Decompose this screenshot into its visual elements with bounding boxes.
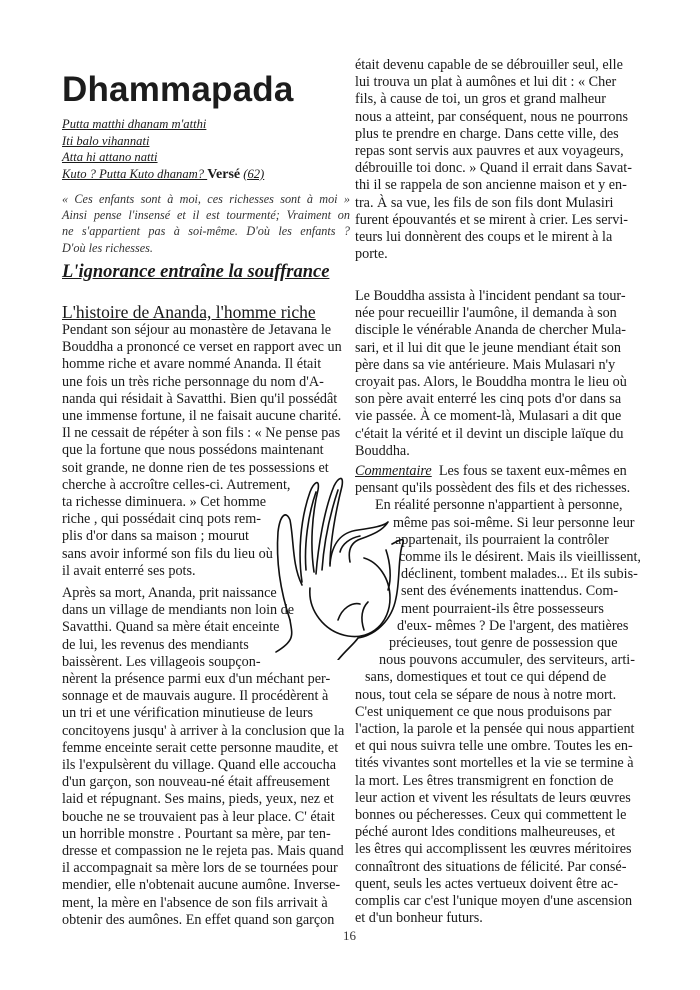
verse-label: Versé: [207, 166, 241, 182]
text-line: vie passée. À ce moment-là, Mulasari a dit que: [355, 408, 622, 425]
commentary-first-line: Les fous se taxent eux-mêmes en: [431, 463, 627, 479]
text-line: un horrible monstre . Pourtant sa mère, par ten-: [62, 825, 331, 842]
pali-verse: [62, 116, 352, 183]
text-line: Bouddha a prononcé ce verset en rapport avec un: [62, 339, 342, 356]
text-line: tités vivantes sont mortelles et la vie se termine à: [355, 755, 634, 772]
text-line: obtenir des aumônes. En effet quand son garçon: [62, 911, 335, 928]
quote-line: ne s'appartient pas à soi-même. D'où les enfants ?: [62, 224, 350, 239]
text-line: et qui nous suivra telle une ombre. Toutes les en-: [355, 738, 633, 755]
right-paragraph-2: [355, 288, 655, 460]
text-line: Il ne cessait de répéter à son fils : « Ne pense pas: [62, 425, 341, 442]
text-line: débrouille toi donc. » Quand il errait dans Savat-: [355, 160, 632, 177]
text-line: c'était la vérité et il devint un disciple laïque du: [355, 425, 624, 442]
text-line: était devenu capable de se débrouiller seul, elle: [355, 57, 623, 73]
text-line: En réalité personne n'appartient à personne,: [375, 497, 623, 514]
text-line: thi il se rappela de son ancienne maison et y en-: [355, 177, 627, 194]
text-line: dresse et compassion ne le rejeta pas. Mais quand: [62, 843, 344, 860]
pali-line: Putta matthi dhanam m'atthi: [62, 117, 207, 131]
text-line: il accompagnait sa mère lors de se tournées pour: [62, 860, 338, 877]
text-line: furent épouvantés et se mirent à crier. Les servi-: [355, 211, 628, 228]
text-line: comme ils le désirent. Mais ils vieillissent,: [399, 549, 641, 566]
text-line: sans avoir informé son fils du lieu où: [62, 545, 273, 562]
text-line: mendier, elle n'obtenait aucune aumône. Inverse-: [62, 877, 341, 894]
quote-line: Ainsi pense l'insensé et il est tourmenté; Vraiment on: [62, 208, 350, 223]
pali-line: Atta hi attano natti: [62, 150, 158, 165]
text-line: Pendant son séjour au monastère de Jetavana le: [62, 322, 332, 338]
right-paragraph-1: [355, 57, 655, 263]
text-line: repas sont servis aux pauvres et aux voyageurs,: [355, 143, 624, 160]
text-line: une immense fortune, il ne faisait aucune charité.: [62, 408, 342, 425]
text-line: d'un garçon, son nouveau-né était affreusement: [62, 774, 330, 791]
text-line: cherche à accroître celles-ci. Autrement,: [62, 476, 291, 493]
text-line: d'eux- mêmes ? De l'argent, des matières: [397, 617, 629, 634]
text-line: précieuses, tout genre de possession que: [389, 635, 618, 652]
mudra-hand-icon: [268, 470, 418, 660]
text-line: que la fortune que nous possédons maintenant: [62, 442, 324, 459]
page-number: 16: [343, 928, 356, 943]
text-line: soit grande, ne donne rien de tes possessions et: [62, 459, 329, 476]
text-line: quent, seuls les actes vertueux doivent être ac-: [355, 875, 619, 892]
text-line: lui trouva un plat à aumônes et lui dit : « Cher: [355, 74, 617, 91]
text-line: ment, la mère en l'absence de son fils arrivait à: [62, 894, 328, 911]
text-line: baissèrent. Les villageois soupçon-: [62, 653, 261, 670]
text-line: et d'un bonheur futurs.: [355, 910, 483, 927]
text-line: pensant qu'ils possèdent des fils et des richesses.: [355, 480, 631, 497]
text-line: sans, domestiques et tout ce qui dépend de: [365, 669, 607, 686]
text-line: connaîtront des situations de félicité. Par consé-: [355, 858, 627, 875]
text-line: ment pourraient-ils être possesseurs: [401, 600, 604, 617]
text-line: sari, et il lui dit que le jeune mendiant était son: [355, 339, 621, 356]
text-line: ils l'expulsèrent du village. Quand elle accoucha: [62, 757, 336, 774]
pali-line: Iti balo vihannati: [62, 133, 150, 148]
text-line: nanda qui résidait à Savatthi. Bien qu'il possédât: [62, 390, 338, 407]
text-line: bonnes ou pécheresses. Ceux qui commettent le: [355, 807, 627, 824]
text-line: teurs lui donnèrent des coups et le mirent à la: [355, 229, 613, 246]
text-line: disciple le vénérable Ananda de chercher Mula-: [355, 322, 627, 339]
text-line: C'est uniquement ce que nous produisons par: [355, 703, 612, 720]
text-line: complis car c'est l'unique moyen d'une ascension: [355, 893, 633, 910]
text-line: nous pouvons accumuler, des serviteurs, arti-: [379, 652, 635, 669]
text-line: Après sa mort, Ananda, prit naissance: [62, 585, 277, 601]
text-line: tra. À sa vue, les fils de son fils dont Mulasiri: [355, 194, 614, 211]
text-line: père dans sa vie antérieure. Mais Mulasari n'y: [355, 356, 616, 373]
text-line: croyait pas. Alors, le Bouddha montra le lieu où: [355, 374, 627, 391]
text-line: née pour recueillir l'aumône, il demanda à son: [355, 305, 617, 322]
text-line: ta richesse diminuera. » Cet homme: [62, 494, 267, 511]
text-line: une fois un très riche personnage du nom d'A-: [62, 373, 324, 390]
text-line: laid et répugnant. Ses mains, pieds, yeux, nez et: [62, 791, 334, 808]
text-line: l'action, la parole et la pensée qui nous appartient: [355, 721, 635, 738]
text-line: sonnage et de mauvais augure. Il procédèrent à: [62, 688, 329, 705]
text-line: homme riche et avare nommé Ananda. Il était: [62, 356, 322, 373]
commentary-label: Commentaire: [355, 463, 432, 479]
text-line: appartenait, ils pourraient la contrôler: [395, 531, 609, 548]
text-line: fils, à cause de toi, un gros et grand malheur: [355, 91, 606, 108]
text-line: nous a atteint, par conséquent, nous ne pourrons: [355, 108, 629, 125]
text-line: femme enceinte serait cette personne maudite, et: [62, 739, 339, 756]
text-line: Bouddha.: [355, 442, 410, 459]
text-line: les êtres qui accomplissent les œuvres méritoires: [355, 841, 632, 858]
text-line: riche , qui possédait cinq pots rem-: [62, 511, 261, 528]
text-line: péché auront ldes conditions malheureuses, et: [355, 824, 616, 841]
text-line: nous, tout cela se sépare de nous à notre mort.: [355, 686, 617, 703]
text-line: il avait enterré ses pots.: [62, 562, 196, 579]
text-line: son père avait enterré les cinq pots d'or dans sa: [355, 391, 622, 408]
text-line: Savatthi. Quand sa mère était enceinte: [62, 619, 280, 636]
pali-line: Kuto ? Putta Kuto dhanam?: [62, 166, 208, 181]
text-line: dans un village de mendiants non loin de: [62, 602, 295, 619]
story-heading: L'histoire de Ananda, l'homme riche: [62, 302, 316, 322]
text-line: plis d'or dans sa maison ; mourut: [62, 528, 249, 545]
text-line: sent des événements inattendus. Com-: [401, 583, 619, 600]
page-title: Dhammapada: [62, 70, 294, 109]
section-heading: L'ignorance entraîne la souffrance: [62, 262, 330, 282]
text-line: nèrent la présence parmi eux d'un méchant per-: [62, 671, 331, 688]
text-line: plus te prendre en charge. Dans cette ville, des: [355, 125, 619, 142]
text-line: déclinent, tombent malades... Et ils subis-: [401, 566, 638, 583]
text-line: concitoyens jusqu' à arriver à la conclusion que la: [62, 722, 345, 739]
text-line: leur action et vivent les résultats de leurs œuvres: [355, 789, 631, 806]
verse-translation: [62, 191, 350, 256]
text-line: un tri et une vérification minutieuse de leurs: [62, 705, 313, 722]
verse-number: (62): [243, 166, 265, 181]
text-line: Le Bouddha assista à l'incident pendant sa tour-: [355, 288, 626, 304]
text-line: bouche ne se trouvaient pas à leur place. C' était: [62, 808, 335, 825]
quote-line: D'où les richesses.: [62, 240, 153, 255]
text-line: même pas soi-même. Si leur personne leur: [393, 514, 635, 531]
text-line: porte.: [355, 246, 388, 263]
text-line: la mort. Les êtres transmigrent en fonction de: [355, 772, 614, 789]
quote-line: « Ces enfants sont à moi, ces richesses sont à moi »: [62, 192, 350, 206]
text-line: de lui, les revenus des mendiants: [62, 636, 249, 653]
